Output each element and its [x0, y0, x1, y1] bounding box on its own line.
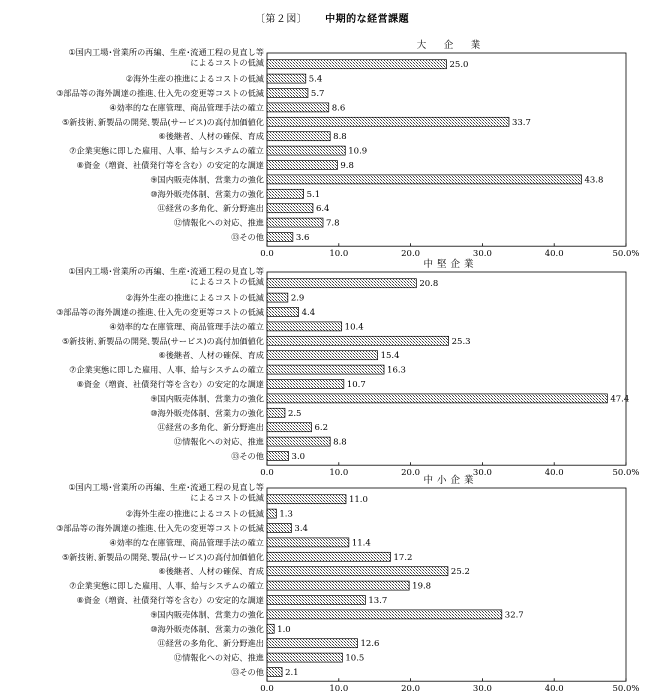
bar-value-label: 3.0 — [291, 452, 306, 462]
x-tick-label: 0.0 — [260, 468, 274, 479]
bar — [267, 132, 330, 141]
bar-value-label: 10.9 — [348, 146, 368, 157]
x-tick-label: 40.0 — [544, 249, 564, 260]
category-label: ⑬その他 — [231, 667, 264, 677]
bar — [267, 495, 346, 504]
x-tick-label: 40.0 — [544, 468, 564, 479]
category-label: ⑧資金（増資、社債発行等を含む）の安定的な調達 — [76, 379, 264, 389]
bar — [267, 204, 313, 213]
bar — [267, 308, 299, 317]
category-label: ⑬その他 — [231, 232, 264, 242]
x-tick-label: 30.0 — [472, 468, 492, 479]
x-tick-label: 10.0 — [329, 684, 349, 695]
category-label: によるコストの低減 — [190, 276, 264, 287]
bar — [267, 610, 502, 619]
bar-value-label: 7.8 — [326, 218, 340, 229]
bar-value-label: 47.4 — [610, 394, 630, 405]
figure-name: 中期的な経営課題 — [325, 14, 410, 25]
category-label: ⑦企業実態に即した雇用、人事、給与システムの確立 — [69, 364, 264, 375]
category-label: ⑧資金（増資、社債発行等を含む）の安定的な調達 — [76, 160, 264, 170]
category-label: ⑥後継者、人材の確保、育成 — [158, 566, 264, 577]
category-label: ⑦企業実態に即した雇用、人事、給与システムの確立 — [69, 580, 264, 591]
x-tick-label: 30.0 — [472, 684, 492, 695]
category-label: ⑫情報化への対応、推進 — [173, 652, 264, 663]
bar — [267, 293, 288, 302]
category-label: ⑨国内販売体制、営業力の強化 — [150, 174, 264, 185]
bar — [267, 509, 276, 518]
bar-value-label: 10.5 — [345, 653, 365, 664]
x-tick-label: 50.0% — [612, 249, 640, 260]
bar — [267, 233, 293, 242]
bar-value-label: 6.2 — [314, 423, 329, 434]
category-label: によるコストの低減 — [190, 57, 264, 68]
bar — [267, 437, 330, 446]
category-label: ⑬その他 — [231, 451, 264, 461]
bar-value-label: 43.8 — [584, 175, 604, 186]
bar — [267, 218, 323, 227]
bar-value-label: 3.4 — [294, 524, 308, 534]
category-label: によるコストの低減 — [190, 492, 264, 503]
category-label: ④効率的な在庫管理、商品管理手法の確立 — [109, 537, 264, 548]
x-tick-label: 40.0 — [544, 684, 564, 695]
bar — [267, 567, 448, 576]
bar — [267, 89, 308, 98]
category-label: ⑤新技術､新製品の開発､製品(サービス)の高付加価値化 — [61, 551, 264, 562]
bar-value-label: 19.8 — [412, 581, 432, 592]
bar-value-label: 5.7 — [310, 89, 325, 99]
bar-value-label: 5.4 — [308, 74, 323, 85]
bar-value-label: 8.8 — [333, 132, 347, 143]
category-label: ②海外生産の推進によるコストの低減 — [125, 73, 264, 84]
category-label: ⑩海外販売体制、営業力の強化 — [150, 407, 264, 418]
figure-number: 〔第２図〕 — [254, 14, 308, 25]
panel-title: 中堅企業 — [423, 259, 478, 270]
bar-value-label: 20.8 — [419, 279, 439, 290]
bar — [267, 103, 329, 112]
x-tick-label: 10.0 — [329, 249, 349, 260]
category-label: ①国内工場･営業所の再編、生産･流通工程の見直し等 — [68, 482, 264, 492]
x-tick-label: 0.0 — [260, 249, 274, 260]
bar — [267, 146, 345, 155]
category-label: ③部品等の海外調達の推進､仕入先の変更等コストの低減 — [56, 523, 264, 533]
bar — [267, 423, 312, 432]
category-label: ⑫情報化への対応、推進 — [173, 436, 264, 447]
bar — [267, 624, 274, 633]
bar-value-label: 17.2 — [393, 552, 413, 563]
category-label: ⑤新技術､新製品の開発､製品(サービス)の高付加価値化 — [61, 116, 264, 127]
bar — [267, 322, 342, 331]
category-label: ⑥後継者、人材の確保、育成 — [158, 131, 264, 142]
x-tick-label: 30.0 — [472, 249, 492, 260]
bar-value-label: 4.4 — [301, 308, 316, 318]
bar-value-label: 16.3 — [387, 365, 406, 376]
bar-value-label: 15.4 — [380, 351, 400, 362]
bar-value-label: 11.4 — [351, 538, 371, 549]
category-label: ①国内工場･営業所の再編、生産･流通工程の見直し等 — [68, 47, 264, 57]
category-label: ④効率的な在庫管理、商品管理手法の確立 — [109, 321, 264, 332]
bar-value-label: 1.0 — [277, 624, 291, 635]
bar — [267, 161, 337, 170]
bar — [267, 581, 409, 590]
category-label: ③部品等の海外調達の推進､仕入先の変更等コストの低減 — [56, 88, 264, 98]
panel-title: 中小企業 — [423, 475, 478, 486]
bar — [267, 552, 390, 561]
category-label: ④効率的な在庫管理、商品管理手法の確立 — [109, 102, 264, 113]
category-label: ⑥後継者、人材の確保、育成 — [158, 350, 264, 361]
category-label: ⑨国内販売体制、営業力の強化 — [150, 393, 264, 404]
x-tick-label: 0.0 — [260, 684, 274, 695]
category-label: ⑪経営の多角化、新分野進出 — [157, 638, 264, 649]
bar-value-label: 25.0 — [449, 60, 469, 71]
bar — [267, 668, 282, 677]
bar-value-label: 5.1 — [306, 189, 321, 200]
category-label: ②海外生産の推進によるコストの低減 — [125, 292, 264, 303]
category-label: ③部品等の海外調達の推進､仕入先の変更等コストの低減 — [56, 307, 264, 317]
category-label: ②海外生産の推進によるコストの低減 — [125, 508, 264, 519]
category-label: ⑦企業実態に即した雇用、人事、給与システムの確立 — [69, 145, 264, 156]
bar-value-label: 9.8 — [340, 161, 354, 171]
bar-value-label: 11.0 — [348, 495, 368, 506]
bar — [267, 653, 342, 662]
bar-value-label: 10.4 — [344, 322, 364, 333]
bar-value-label: 10.7 — [346, 380, 366, 390]
bar-value-label: 8.6 — [331, 103, 346, 114]
bar — [267, 175, 581, 184]
category-label: ⑪経営の多角化、新分野進出 — [157, 422, 264, 433]
x-tick-label: 20.0 — [401, 468, 421, 479]
category-label: ⑤新技術､新製品の開発､製品(サービス)の高付加価値化 — [61, 335, 264, 346]
bar — [267, 380, 344, 389]
bar — [267, 524, 291, 533]
category-label: ⑩海外販売体制、営業力の強化 — [150, 188, 264, 199]
bar — [267, 596, 365, 605]
bar-value-label: 12.6 — [360, 639, 380, 650]
x-tick-label: 20.0 — [401, 249, 421, 260]
bar — [267, 365, 384, 374]
bar-value-label: 13.7 — [368, 596, 388, 606]
bar-value-label: 32.7 — [504, 610, 524, 621]
bar — [267, 394, 607, 403]
bar — [267, 117, 509, 126]
bar-value-label: 2.1 — [285, 668, 299, 678]
bar — [267, 639, 357, 648]
bar-value-label: 2.5 — [287, 408, 302, 419]
bar — [267, 74, 306, 83]
bar-value-label: 6.4 — [315, 204, 330, 215]
bar-value-label: 3.6 — [295, 233, 310, 243]
category-label: ⑨国内販売体制、営業力の強化 — [150, 609, 264, 620]
category-label: ⑧資金（増資、社債発行等を含む）の安定的な調達 — [76, 595, 264, 605]
bar-value-label: 8.8 — [333, 437, 347, 448]
bar-value-label: 2.9 — [290, 293, 305, 304]
bar-value-label: 25.3 — [451, 336, 471, 347]
bar — [267, 336, 449, 345]
x-tick-label: 50.0% — [612, 684, 640, 695]
x-tick-label: 20.0 — [401, 684, 421, 695]
bar — [267, 279, 416, 288]
category-label: ①国内工場･営業所の再編、生産･流通工程の見直し等 — [68, 266, 264, 276]
bar — [267, 452, 289, 461]
bar-value-label: 33.7 — [511, 117, 531, 128]
x-tick-label: 50.0% — [612, 468, 640, 479]
category-label: ⑫情報化への対応、推進 — [173, 217, 264, 228]
category-label: ⑩海外販売体制、営業力の強化 — [150, 623, 264, 634]
x-tick-label: 10.0 — [329, 468, 349, 479]
bar-value-label: 25.2 — [450, 567, 470, 578]
bar — [267, 408, 285, 417]
bar-value-label: 1.3 — [279, 509, 293, 520]
bar — [267, 538, 349, 547]
bar — [267, 189, 304, 198]
bar — [267, 351, 378, 360]
bar — [267, 60, 447, 69]
panel-title: 大 企 業 — [416, 40, 485, 51]
category-label: ⑪経営の多角化、新分野進出 — [157, 203, 264, 214]
